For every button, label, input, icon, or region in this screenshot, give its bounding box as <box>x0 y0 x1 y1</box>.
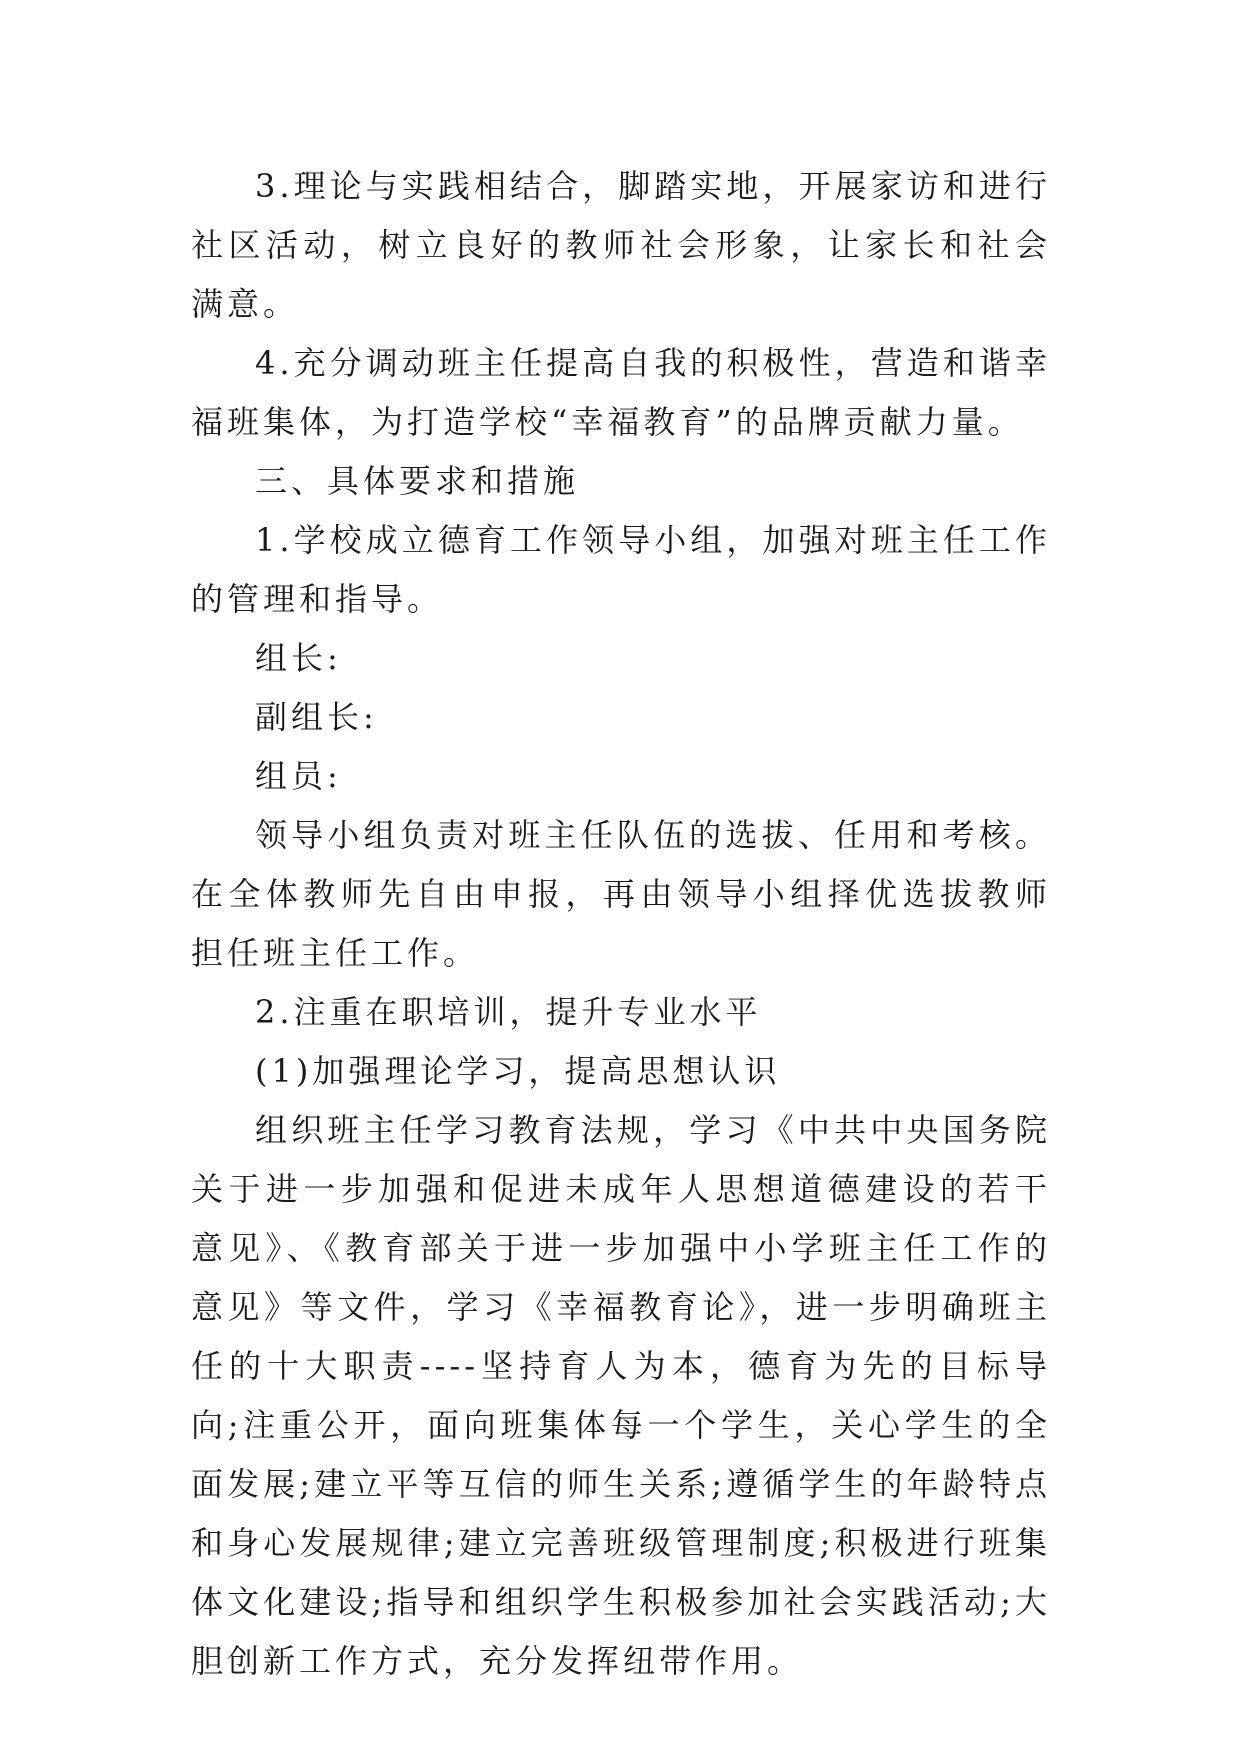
paragraph-leadership-duty: 领导小组负责对班主任队伍的选拔、任用和考核。在全体教师先自由申报，再由领导小组择优选拔教师担任班主任工作。 <box>191 816 1051 972</box>
document-page <box>191 157 1051 1691</box>
paragraph-study-content: 组织班主任学习教育法规，学习《中共中央国务院关于进一步加强和促进未成年人思想道德建设的若干意见》、《教育部关于进一步加强中小学班主任工作的意见》等文件，学习《幸福教育论》，进一步明确班主任的十大职责----坚持育人为本，德育为先的目标导向;注重公开，面向班集体每一个学生，关心学生的全面发展;建立平等互信的师生关系;遵循学生的年龄特点和身心发展规律;建立完善班级管理制度;积极进行班集体文化建设;指导和组织学生积极参加社会实践活动;大胆创新工作方式，充分发挥纽带作用。 <box>191 1111 1051 1680</box>
paragraph-measure-1: 1.学校成立德育工作领导小组，加强对班主任工作的管理和指导。 <box>191 521 1051 618</box>
paragraph-measure-2: 2.注重在职培训，提升专业水平 <box>255 993 762 1031</box>
group-member-line: 组员: <box>255 757 342 795</box>
subheading-theory-study: (1)加强理论学习，提高思想认识 <box>255 1052 781 1090</box>
section-heading: 三、具体要求和措施 <box>255 462 580 500</box>
paragraph-item-3: 3.理论与实践相结合，脚踏实地，开展家访和进行社区活动，树立良好的教师社会形象，让家长和社会满意。 <box>191 167 1051 323</box>
group-leader-line: 组长: <box>255 639 342 677</box>
deputy-leader-line: 副组长: <box>255 698 378 736</box>
paragraph-item-4: 4.充分调动班主任提高自我的积极性，营造和谐幸福班集体，为打造学校“幸福教育”的品牌贡献力量。 <box>191 344 1051 441</box>
